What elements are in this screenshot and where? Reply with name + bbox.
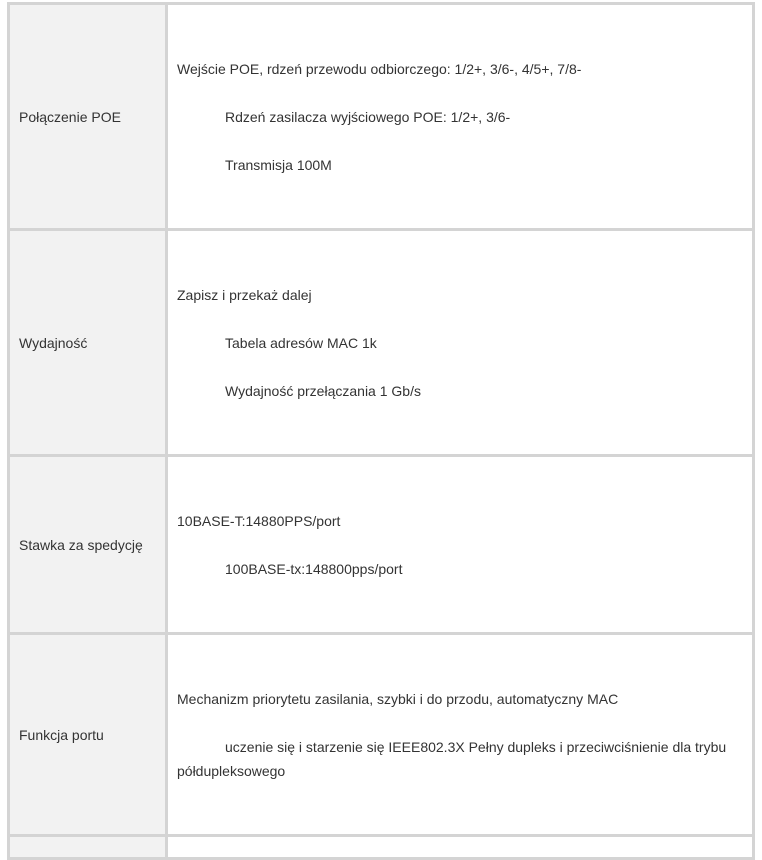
value-line: Wydajność przełączania 1 Gb/s: [225, 382, 421, 399]
table-row: [9, 456, 754, 634]
row-value-empty: [167, 836, 754, 859]
value-line: Zapisz i przekaż dalej: [177, 286, 312, 303]
value-line: Rdzeń zasilacza wyjściowego POE: 1/2+, 3/6-: [225, 108, 511, 125]
table-row: [9, 230, 754, 456]
value-line: 10BASE-T:14880PPS/port: [177, 512, 341, 529]
value-line: Mechanizm priorytetu zasilania, szybki i do przodu, automatyczny MAC: [177, 690, 619, 707]
row-label: Stawka za spedycję: [9, 456, 167, 634]
row-label-empty: [9, 836, 167, 859]
spec-table: [7, 2, 755, 860]
table-row: [9, 836, 754, 859]
row-label: Połączenie POE: [9, 4, 167, 230]
value-line: Tabela adresów MAC 1k: [225, 334, 377, 351]
row-value: [167, 456, 754, 634]
value-line: uczenie się i starzenie się IEEE802.3X Pełny dupleks i przeciwciśnienie dla trybu półdupleksowego: [177, 738, 727, 779]
table-row: [9, 634, 754, 836]
table-row: [9, 4, 754, 230]
row-value: [167, 230, 754, 456]
value-line: 100BASE-tx:148800pps/port: [225, 560, 403, 577]
row-label: Wydajność: [9, 230, 167, 456]
row-value: [167, 634, 754, 836]
value-line: Wejście POE, rdzeń przewodu odbiorczego: 1/2+, 3/6-, 4/5+, 7/8-: [177, 60, 582, 77]
row-label: Funkcja portu: [9, 634, 167, 836]
row-value: [167, 4, 754, 230]
value-line: Transmisja 100M: [225, 156, 332, 173]
